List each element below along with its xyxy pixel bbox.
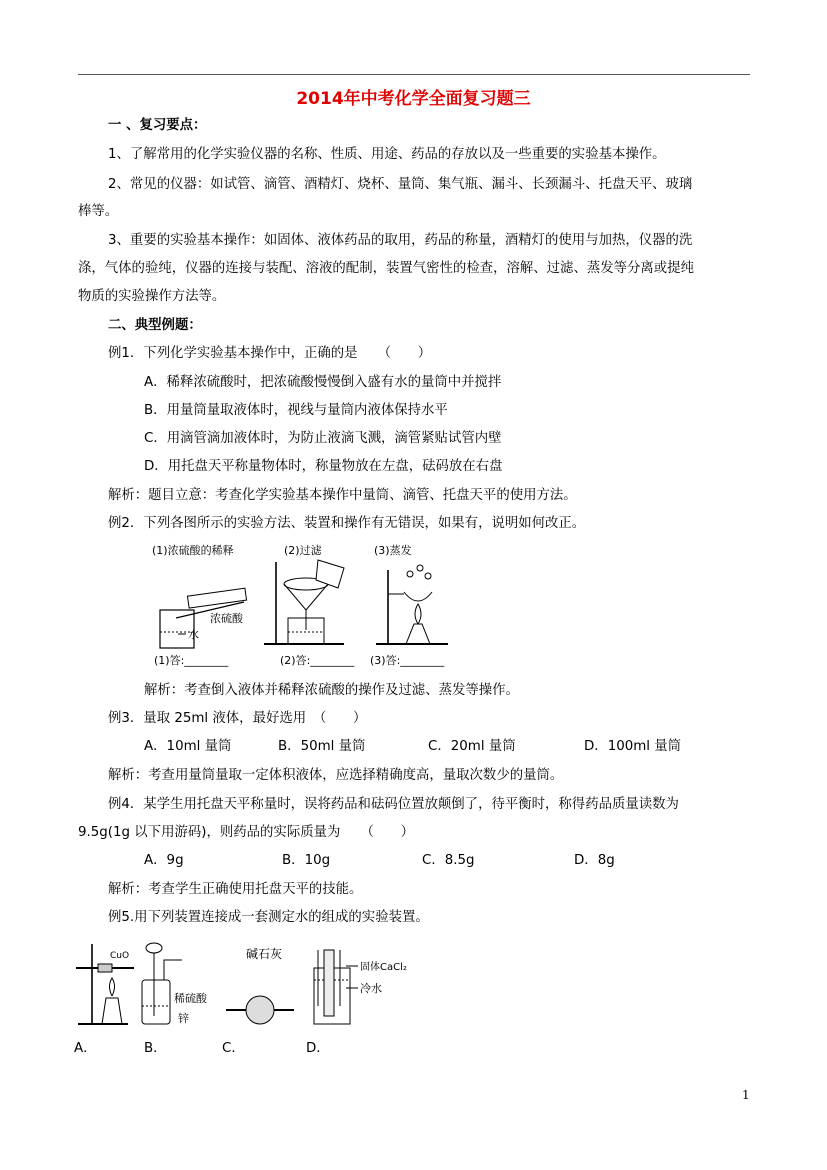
u-tube-icon bbox=[324, 950, 334, 1016]
flame-icon bbox=[415, 604, 421, 624]
example-5-question: 例5.用下列装置连接成一套测定水的组成的实验装置。 bbox=[108, 910, 429, 925]
alcohol-lamp-icon bbox=[406, 624, 430, 644]
example-1-option-d: D．用托盘天平称量物体时，称量物放在左盘，砝码放在右盘 bbox=[144, 459, 503, 474]
section-1-heading: 一 、复习要点： bbox=[108, 118, 207, 133]
example-4-option-a: A．9g bbox=[144, 853, 184, 868]
example-4-option-c: C．8.5g bbox=[422, 853, 475, 868]
fig-2-label: (2)过滤 bbox=[284, 544, 322, 557]
alcohol-lamp-icon bbox=[102, 998, 122, 1024]
example-5-option-b: B． bbox=[144, 1041, 167, 1056]
paragraph-3-line-3: 物质的实验操作方法等。 bbox=[78, 289, 226, 304]
paragraph-1: 1、了解常用的化学实验仪器的名称、性质、用途、药品的存放以及一些重要的实验基本操作。 bbox=[108, 147, 666, 162]
example-1-option-c: C．用滴管滴加液体时，为防止液滴飞溅，滴管紧贴试管内壁 bbox=[144, 431, 502, 446]
example-3-option-b: B．50ml 量筒 bbox=[278, 739, 366, 754]
example-5-option-a: A． bbox=[74, 1041, 97, 1056]
fig-1-label: (1)浓硫酸的稀释 bbox=[152, 544, 234, 557]
example-3-analysis: 解析：考查用量筒量取一定体积液体，应选择精确度高，量取次数少的量筒。 bbox=[108, 768, 564, 783]
example-2-analysis: 解析：考查倒入液体并稀释浓硫酸的操作及过滤、蒸发等操作。 bbox=[144, 683, 519, 698]
example-3-option-d: D．100ml 量筒 bbox=[584, 739, 682, 754]
fig-1-water-label: 水 bbox=[188, 628, 199, 641]
example-1-question: 例1．下列化学实验基本操作中，正确的是 （ ） bbox=[108, 346, 432, 361]
drying-tube-icon bbox=[246, 996, 274, 1024]
section-2-heading: 二、典型例题： bbox=[108, 318, 202, 333]
example-1-option-b: B．用量筒量取液体时，视线与量筒内液体保持水平 bbox=[144, 403, 448, 418]
page-number: 1 bbox=[742, 1088, 750, 1102]
fig-b-acid-label: 稀硫酸 bbox=[174, 992, 207, 1005]
fig-a-cuo-label: CuO bbox=[110, 951, 130, 961]
example-5-figure bbox=[70, 936, 407, 1032]
flask-icon bbox=[142, 980, 170, 1024]
fig-c-soda-lime-label: 碱石灰 bbox=[245, 947, 282, 961]
example-1-analysis: 解析：题目立意：考查化学实验基本操作中量筒、滴管、托盘天平的使用方法。 bbox=[108, 488, 577, 503]
fig-2-answer: (2)答:________ bbox=[280, 654, 355, 667]
paragraph-3-line-1: 3、重要的实验基本操作：如固体、液体药品的取用，药品的称量，酒精灯的使用与加热，仪器的洗 bbox=[108, 233, 693, 248]
fig-b-zinc-label: 锌 bbox=[178, 1012, 189, 1025]
example-4-option-b: B．10g bbox=[282, 853, 331, 868]
header-rule bbox=[78, 74, 750, 75]
example-5-option-d: D． bbox=[306, 1041, 330, 1056]
example-3-option-a: A．10ml 量筒 bbox=[144, 739, 232, 754]
fig-3-label: (3)蒸发 bbox=[374, 544, 412, 557]
example-3-option-c: C．20ml 量筒 bbox=[428, 739, 516, 754]
example-4-question-line-1: 例4．某学生用托盘天平称量时，误将药品和砝码位置放颠倒了，待平衡时，称得药品质量读数为 bbox=[108, 797, 679, 812]
example-4-option-d: D．8g bbox=[574, 853, 615, 868]
page-title: 2014年中考化学全面复习题三 bbox=[296, 89, 531, 109]
fig-1-answer: (1)答:________ bbox=[154, 654, 229, 667]
pouring-beaker-icon bbox=[316, 560, 344, 588]
paragraph-2-line-1: 2、常见的仪器：如试管、滴管、酒精灯、烧杯、量筒、集气瓶、漏斗、长颈漏斗、托盘天平、玻璃 bbox=[108, 177, 693, 192]
example-2-figure bbox=[148, 540, 468, 672]
fig-d-cacl2-label: 固体CaCl₂ bbox=[360, 962, 407, 973]
flame-icon bbox=[110, 978, 115, 996]
fig-3-answer: (3)答:________ bbox=[370, 654, 445, 667]
example-3-question: 例3．量取 25ml 液体，最好选用 （ ） bbox=[108, 711, 367, 726]
test-tube-icon bbox=[187, 588, 246, 608]
evaporating-dish-icon bbox=[404, 592, 432, 601]
paragraph-2-line-2: 棒等。 bbox=[78, 204, 119, 219]
example-2-question: 例2．下列各图所示的实验方法、装置和操作有无错误，如果有，说明如何改正。 bbox=[108, 516, 586, 531]
fig-1-acid-label: 浓硫酸 bbox=[210, 612, 243, 625]
example-4-question-line-2: 9.5g(1g 以下用游码)，则药品的实际质量为 （ ） bbox=[78, 825, 415, 840]
fig-d-water-label: 冷水 bbox=[360, 982, 382, 995]
example-1-option-a: A．稀释浓硫酸时，把浓硫酸慢慢倒入盛有水的量筒中并搅拌 bbox=[144, 375, 502, 390]
example-5-option-c: C． bbox=[222, 1041, 245, 1056]
paragraph-3-line-2: 涤，气体的验纯，仪器的连接与装配、溶液的配制，装置气密性的检查，溶解、过滤、蒸发等分离或提纯 bbox=[78, 261, 694, 276]
example-4-analysis: 解析：考查学生正确使用托盘天平的技能。 bbox=[108, 882, 363, 897]
thistle-funnel-icon bbox=[146, 943, 162, 953]
